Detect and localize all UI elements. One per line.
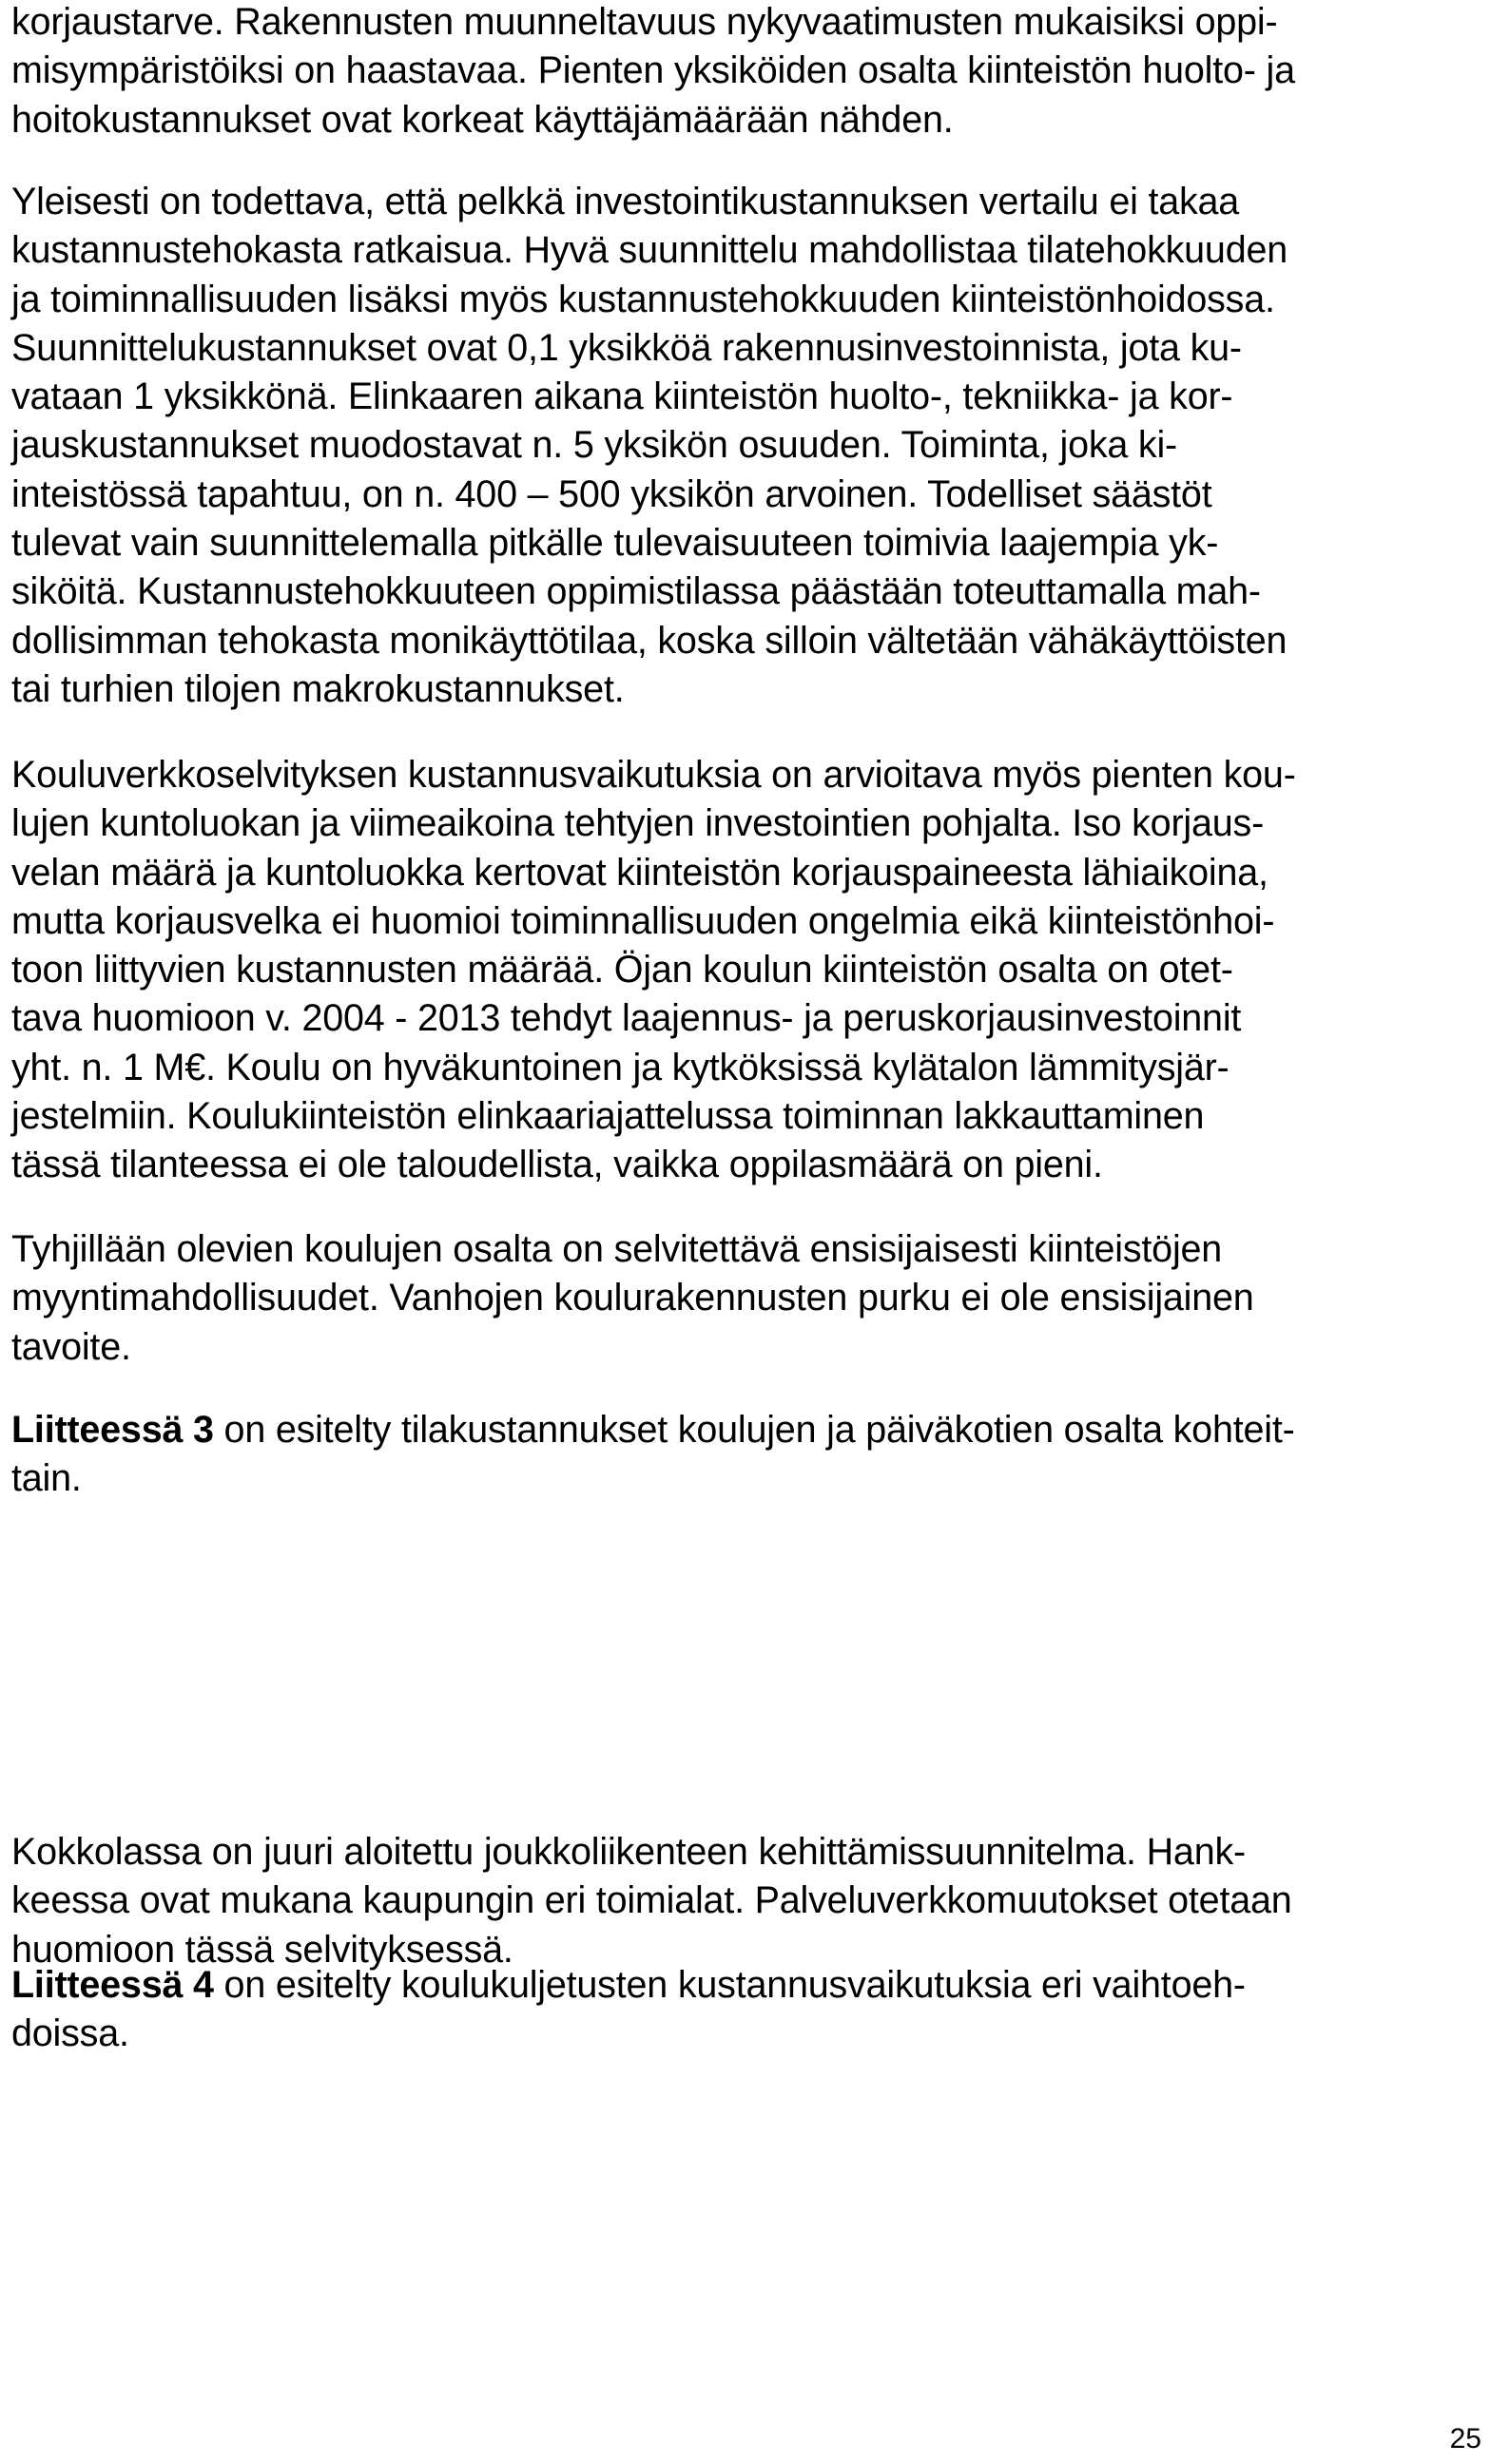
text-line: jestelmiin. Koulukiinteistön elinkaariajattelussa toiminnan lakkauttaminen xyxy=(11,1095,1205,1138)
text-line: hoitokustannukset ovat korkeat käyttäjämäärään nähden. xyxy=(11,98,954,141)
text-line: vataan 1 yksikkönä. Elinkaaren aikana kiinteistön huolto-, tekniikka- ja kor- xyxy=(11,375,1233,418)
text-line: siköitä. Kustannustehokkuuteen oppimistilassa päästään toteuttamalla mah- xyxy=(11,570,1261,613)
text-line: inteistössä tapahtuu, on n. 400 – 500 yksikön arvoinen. Todelliset säästöt xyxy=(11,472,1212,515)
text-line: ja toiminnallisuuden lisäksi myös kustannustehokkuuden kiinteistönhoidossa. xyxy=(11,278,1275,320)
text-line: korjaustarve. Rakennusten muunneltavuus nykyvaatimusten mukaisiksi oppi- xyxy=(11,1,1278,43)
text-line: tulevat vain suunnittelemalla pitkälle tulevaisuuteen toimivia laajempia yk- xyxy=(11,522,1219,565)
appendix-reference: Liitteessä 4 xyxy=(11,1964,214,2006)
text-line: tässä tilanteessa ei ole taloudellista, vaikka oppilasmäärä on pieni. xyxy=(11,1144,1103,1186)
text-line: Kouluverkkoselvityksen kustannusvaikutuksia on arvioitava myös pienten kou- xyxy=(11,754,1296,796)
paragraph-school-network-report xyxy=(11,751,1476,1190)
text-line: velan määrä ja kuntoluokka kertovat kiinteistön korjauspaineesta lähiaikoina, xyxy=(11,851,1268,894)
text-line: huomioon tässä selvityksessä. xyxy=(11,1928,513,1971)
paragraph-empty-schools xyxy=(11,1225,1476,1372)
text-fragment: on esitelty tilakustannukset koulujen ja päiväkotien osalta kohteit- xyxy=(213,1409,1295,1451)
text-line: Suunnittelukustannukset ovat 0,1 yksikköä rakennusinvestoinnista, jota ku- xyxy=(11,326,1242,369)
text-line: Kokkolassa on juuri aloitettu joukkoliikenteen kehittämissuunnitelma. Hank- xyxy=(11,1831,1246,1873)
text-line: keessa ovat mukana kaupungin eri toimialat. Palveluverkkomuutokset otetaan xyxy=(11,1879,1292,1922)
text-line: doissa. xyxy=(11,2012,129,2055)
paragraph-cost-efficiency xyxy=(11,178,1476,714)
text-line: jauskustannukset muodostavat n. 5 yksikön osuuden. Toiminta, joka ki- xyxy=(11,424,1178,467)
text-line xyxy=(11,1961,1476,2010)
text-line: dollisimman tehokasta monikäyttötilaa, koska silloin vältetään vähäkäyttöisten xyxy=(11,619,1288,662)
text-line: toon liittyvien kustannusten määrää. Öjan koulun kiinteistön osalta on otet- xyxy=(11,949,1233,991)
paragraph-building-costs xyxy=(11,0,1476,144)
text-line: lujen kuntoluokan ja viimeaikoina tehtyjen investointien pohjalta. Iso korjaus- xyxy=(11,802,1265,845)
text-line: tai turhien tilojen makrokustannukset. xyxy=(11,667,625,710)
text-line xyxy=(11,1406,1476,1454)
text-fragment: on esitelty koulukuljetusten kustannusvaikutuksia eri vaihtoeh- xyxy=(213,1964,1246,2006)
paragraph-public-transport xyxy=(11,1828,1476,1974)
text-line: tavoite. xyxy=(11,1325,131,1368)
text-line: yht. n. 1 M€. Koulu on hyväkuntoinen ja kytköksissä kylätalon lämmitysjär- xyxy=(11,1046,1230,1088)
text-line: misympäristöiksi on haastavaa. Pienten yksiköiden osalta kiinteistön huolto- ja xyxy=(11,49,1295,92)
text-line: tain. xyxy=(11,1457,82,1500)
paragraph-appendix-4 xyxy=(11,1961,1476,2059)
text-line: Yleisesti on todettava, että pelkkä investointikustannuksen vertailu ei takaa xyxy=(11,181,1240,222)
text-line: myyntimahdollisuudet. Vanhojen koulurakennusten purku ei ole ensisijainen xyxy=(11,1277,1254,1319)
paragraph-appendix-3 xyxy=(11,1406,1476,1504)
text-line: kustannustehokasta ratkaisua. Hyvä suunnittelu mahdollistaa tilatehokkuuden xyxy=(11,229,1288,272)
text-line: tava huomioon v. 2004 - 2013 tehdyt laajennus- ja peruskorjausinvestoinnit xyxy=(11,997,1242,1040)
appendix-reference: Liitteessä 3 xyxy=(11,1409,214,1451)
text-line: mutta korjausvelka ei huomioi toiminnallisuuden ongelmia eikä kiinteistönhoi- xyxy=(11,899,1275,942)
page-number: 25 xyxy=(1449,2423,1481,2454)
text-line: Tyhjillään olevien koulujen osalta on selvitettävä ensisijaisesti kiinteistöjen xyxy=(11,1228,1223,1270)
